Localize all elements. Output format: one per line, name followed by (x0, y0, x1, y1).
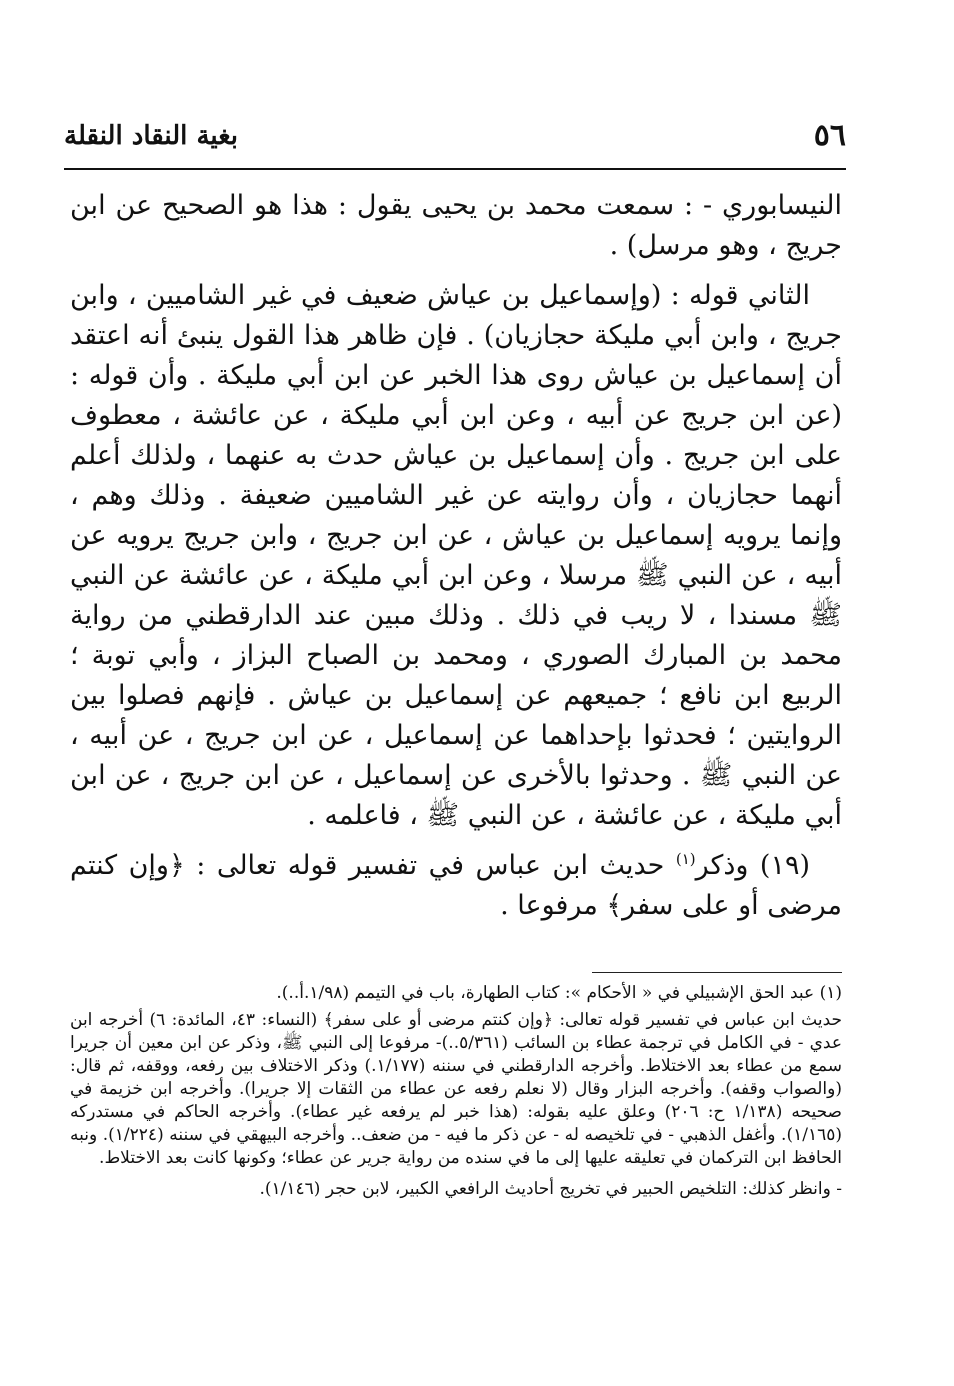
paragraph-second-point: الثاني قوله : (وإسماعيل بن عياش ضعيف في غير الشاميين ، وابن جريج ، وابن أبي مليكة حجازيان) . فإن ظاهر هذا القول ينبئ أنه اعتقد أن إسماعيل بن عياش روى هذا الخبر عن ابن أبي مليكة . وأن قوله : (عن ابن جريج عن أبيه ، وعن ابن أبي مليكة ، عن عائشة ، معطوف على ابن جريج . وأن إسماعيل بن عياش حدث به عنهما ، ولذلك أعلم أنهما حجازيان ، وأن روايته عن غير الشاميين ضعيفة . وذلك وهم ، وإنما يرويه إسماعيل بن عياش ، عن ابن جريج ، وابن جريج يرويه عن أبيه ، عن النبي ﷺ مرسلا ، وعن ابن أبي مليكة ، عن عائشة عن النبي ﷺ مسندا ، لا ريب في ذلك . وذلك مبين عند الدارقطني من رواية محمد بن المبارك الصوري ، ومحمد بن الصباح البزاز ، وأبي توبة ؛ الربيع ابن نافع ؛ جميعهم عن إسماعيل بن عياش . فإنهم فصلوا بين الروايتين ؛ فحدثوا بإحداهما عن إسماعيل ، عن ابن جريج ، عن أبيه ، عن النبي ﷺ . وحدثوا بالأخرى عن إسماعيل ، عن ابن جريج ، عن ابن أبي مليكة ، عن عائشة ، عن النبي ﷺ ، فاعلمه . (70, 280, 842, 831)
item-19-lead: (١٩) وذكر (695, 850, 810, 881)
footnote-see-also: - وانظر كذلك: التلخيص الحبير في تخريج أحاديث الرافعي الكبير، لابن حجر (١/١٤٦). (259, 1179, 842, 1199)
book-title: بغية النقاد النقلة (64, 121, 239, 151)
running-header (64, 112, 846, 160)
footnotes (70, 982, 842, 1205)
header-rule (64, 168, 846, 170)
footnote-rule (592, 972, 842, 973)
item-19-text: حديث ابن عباس في تفسير قوله تعالى : ﴿وإن كنتم مرضى أو على سفر﴾ مرفوعا . (70, 850, 842, 921)
paragraph-continuation: النيسابوري - : سمعت محمد بن يحيى يقول : هذا هو الصحيح عن ابن جريج ، وهو مرسل) . (70, 190, 842, 261)
footnote-1-detail: حديث ابن عباس في تفسير قوله تعالى: ﴿وإن كنتم مرضى أو على سفر﴾ (النساء: ٤٣، المائدة: ٦) أخرجه ابن عدي - في الكامل في ترجمة عطاء بن السائب (٥/٣٦١..)- مرفوعا إلى النبي ﷺ، وذكر عن ابن معين أن جريرا سمع من عطاء بعد الاختلاط. وأخرجه الدارقطني في سننه (١/١٧٧.) وذكر الاختلاف بين رفعه، ووقفه، ثم قال: (والصواب وقفه). وأخرجه البزار وقال (لا نعلم رفعه عن عطاء من الثقات إلا جريرا). وأخرجه ابن خزيمة في صحيحه (١/١٣٨ ح: ٢٠٦) وعلق عليه بقوله: (هذا خبر لم يرفعه غير عطاء). وأخرجه الحاكم في مستدركه (١/١٦٥). وأغفل الذهبي - في تلخيصه له - عن ذكر ما فيه - من ضعف.. وأخرجه البيهقي في سننه (١/٢٢٤). ونبه الحافظ ابن التركمان في تعليقه عليها إلى ما في سنده من رواية جرير عن عطاء؛ وكونها كانت بعد الاختلاط. (70, 1010, 842, 1168)
footnote-1: (١) عبد الحق الإشبيلي في « الأحكام »: كتاب الطهارة، باب في التيمم (١/٩٨.أ..). (276, 983, 842, 1003)
footnote-marker: (١) (675, 850, 696, 868)
paragraph-item-19 (70, 846, 842, 926)
main-text (70, 186, 842, 936)
page-number: ٥٦ (813, 118, 846, 153)
bottom-margin (0, 1346, 954, 1386)
